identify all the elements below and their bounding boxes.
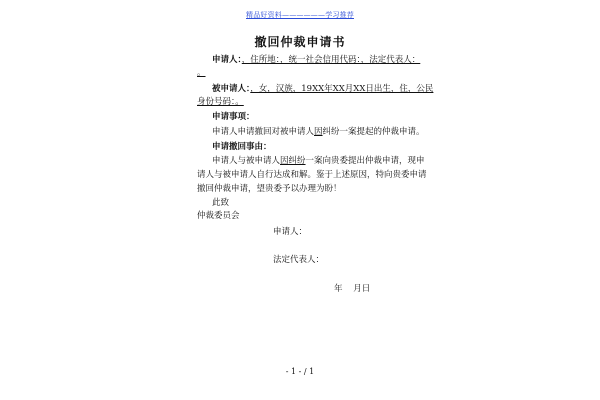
page-number: - 1 - / 1 — [285, 367, 315, 376]
reasons-line-1 — [212, 156, 425, 167]
respondent-detail: ，女，汉族，19XX年XX月XX日出生，住，公民 — [250, 84, 434, 94]
respondent-detail-cont: 身份号码：。 — [197, 97, 244, 107]
signature-applicant: 申请人： — [273, 227, 308, 237]
matters-text-post: 纠纷一案提起的仲裁申请。 — [322, 127, 425, 137]
closing-salutation: 此致 — [212, 198, 230, 208]
reasons-line-1-post: 一案向贵委提出仲裁申请，现申 — [305, 156, 425, 166]
applicant-line — [212, 55, 420, 66]
applicant-line-cont — [197, 68, 206, 79]
applicant-detail: ，住所地：，统一社会信用代码：，法定代表人： — [241, 55, 421, 65]
document-title: 撤回仲裁申请书 — [254, 35, 346, 49]
respondent-label: 被申请人： — [212, 84, 251, 94]
respondent-line-cont — [197, 97, 244, 108]
reasons-line-1-pre: 申请人与被申请人 — [212, 156, 281, 166]
matters-text — [212, 127, 425, 138]
reasons-label: 申请撤回事由： — [212, 142, 272, 152]
reasons-line-1-underlined: 因纠纷 — [280, 156, 306, 166]
matters-label: 申请事项： — [212, 112, 255, 122]
applicant-label: 申请人： — [212, 55, 242, 65]
reasons-line-2: 请人与被申请人自行达成和解。鉴于上述原因，特向贵委申请 — [197, 170, 427, 180]
signature-date: 年 月日 — [334, 284, 371, 294]
matters-text-pre: 申请人申请撤回对被申请人 — [212, 127, 315, 137]
closing-addressee: 仲裁委员会 — [197, 211, 240, 221]
signature-legal-rep: 法定代表人： — [273, 255, 325, 265]
matters-text-underlined: 因 — [314, 127, 323, 137]
applicant-detail-cont: 。 — [197, 68, 206, 78]
reasons-line-3: 撤回仲裁申请，望贵委予以办理为盼！ — [197, 184, 342, 194]
header-link[interactable]: 精品好资料——————学习推荐 — [246, 11, 354, 19]
respondent-line — [212, 84, 433, 95]
